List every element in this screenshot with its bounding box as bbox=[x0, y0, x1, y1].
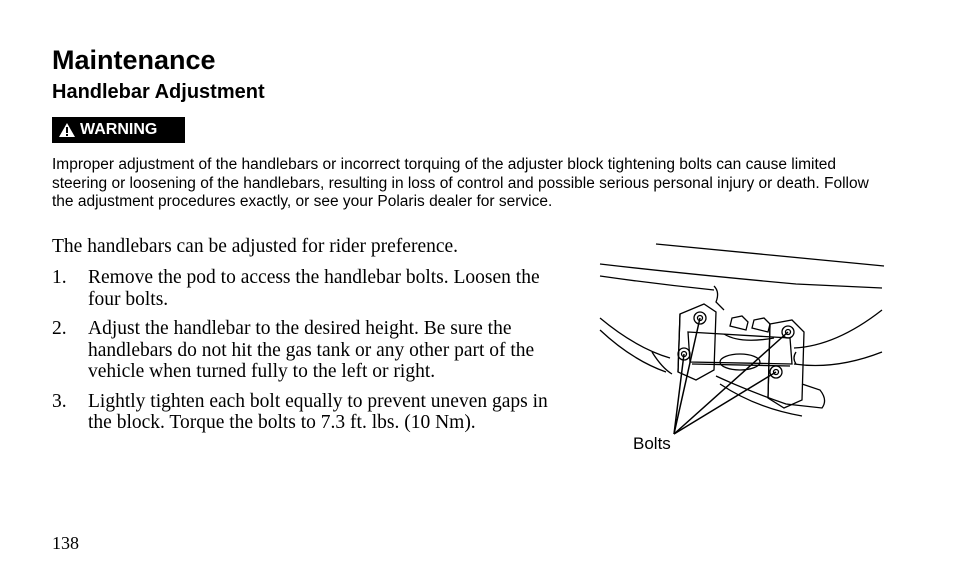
bolts-label: Bolts bbox=[633, 434, 671, 453]
list-item bbox=[52, 391, 552, 434]
steps-list bbox=[52, 267, 552, 442]
step-text: Remove the pod to access the handlebar bolts. Loosen the four bolts. bbox=[88, 267, 540, 310]
warning-text: Improper adjustment of the handlebars or incorrect torquing of the adjuster block tightening bolts can cause limited steering or loosening of the handlebars, resulting in loss of control and possible serious personal injury or death. Follow the adjustment procedures exactly, or see your Polaris dealer for service. bbox=[52, 156, 869, 210]
step-number: 3. bbox=[52, 390, 67, 412]
step-number: 2. bbox=[52, 318, 67, 339]
warning-triangle-icon bbox=[58, 122, 76, 138]
step-text: Adjust the handlebar to the desired height. Be sure the handlebars do not hit the gas tank or any other part of the vehicle when turned fully to the left or right. bbox=[88, 318, 535, 382]
page-title: Maintenance bbox=[52, 45, 216, 75]
page-number: 138 bbox=[52, 533, 79, 553]
section-subtitle: Handlebar Adjustment bbox=[52, 81, 265, 103]
step-text: Lightly tighten each bolt equally to prevent uneven gaps in the block. Torque the bolts to 7.3 ft. lbs. (10 Nm). bbox=[88, 390, 548, 433]
list-item bbox=[52, 267, 552, 310]
intro-text: The handlebars can be adjusted for rider preference. bbox=[52, 236, 459, 257]
list-item bbox=[52, 318, 552, 383]
warning-badge bbox=[52, 117, 185, 143]
step-number: 1. bbox=[52, 267, 67, 288]
warning-label: WARNING bbox=[80, 121, 158, 138]
handlebar-bolts-illustration bbox=[596, 240, 886, 460]
